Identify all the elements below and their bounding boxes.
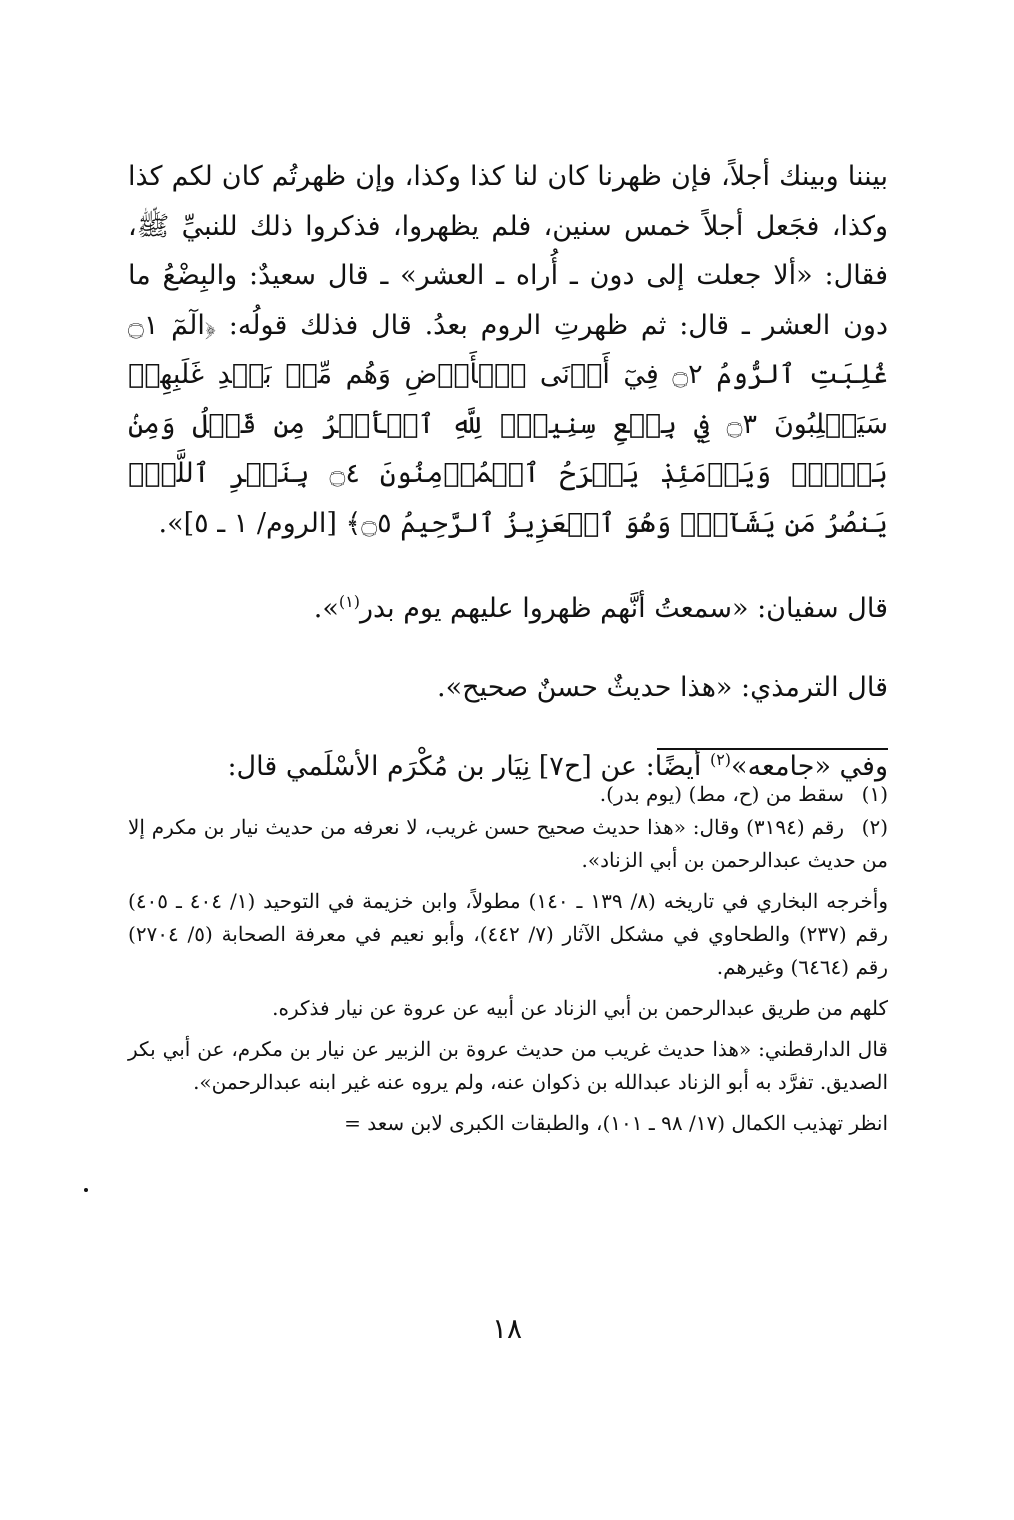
footnote-number: (٢)	[861, 815, 888, 839]
footnote-number: (١)	[861, 782, 888, 806]
footnote-paragraph: كلهم من طريق عبدالرحمن بن أبي الزناد عن أبيه عن عروة عن نيار فذكره.	[272, 996, 888, 1020]
footnote-divider	[657, 748, 888, 750]
jami-text: وفي «جامعه»	[731, 751, 888, 782]
footnote-ref-2[interactable]: (٢)	[709, 750, 732, 769]
sufyan-text-end: ».	[313, 593, 339, 624]
footnote-paragraph: قال الدارقطني: «هذا حديث غريب من حديث عروة بن الزبير عن نيار بن مكرم، عن أبي بكر الصديق. تفرَّد به أبو الزناد عبدالله بن ذكوان عنه، ولم يروه عنه غير ابنه عبدالرحمن».	[128, 1037, 888, 1094]
footnote-text: سقط من (ح، مط) (يوم بدر).	[599, 782, 844, 806]
footnote-paragraph: وأخرجه البخاري في تاريخه (٨/ ١٣٩ ـ ١٤٠) مطولاً، وابن خزيمة في التوحيد (١/ ٤٠٤ ـ ٤٠٥) رقم (٢٣٧) والطحاوي في مشكل الآثار (٧/ ٤٤٢)، وأبو نعيم في معرفة الصحابة (٥/ ٢٧٠٤) رقم (٦٤٦٤) وغيرهم.	[128, 889, 888, 979]
footnotes	[128, 778, 888, 1140]
footnote-2	[128, 811, 888, 877]
sufyan-statement	[128, 584, 888, 633]
hadith-paragraph: بيننا وبينك أجلاً، فإن ظهرنا كان لنا كذا وكذا، وإن ظهرتُم كان لكم كذا وكذا، فجَعل أجلاً خمس سنين، فلم يظهروا، فذكروا ذلك للنبيِّ ﷺ، فقال: «ألا جعلت إلى دون ـ أُراه ـ العشر» ـ قال سعيدٌ: والبِضْعُ ما دون العشر ـ قال: ثم ظهرتِ الروم بعدُ. قال فذلك قولُه: ﴿الٓمٓ ۝١ غُلِبَتِ ٱلرُّومُ ۝٢ فِيٓ أَدۡنَى ٱلۡأَرۡضِ وَهُم مِّنۢ بَعۡدِ غَلَبِهِمۡ سَيَغۡلِبُونَ ۝٣ فِي بِضۡعِ سِنِينَۗ لِلَّهِ ٱلۡأَمۡرُ مِن قَبۡلُ وَمِنۢ بَعۡدُۚ وَيَوۡمَئِذٖ يَفۡرَحُ ٱلۡمُؤۡمِنُونَ ۝٤ بِنَصۡرِ ٱللَّهِۚ يَنصُرُ مَن يَشَآءُۖ وَهُوَ ٱلۡعَزِيزُ ٱلرَّحِيمُ ۝٥﴾ [الروم/ ١ ـ ٥]».	[128, 161, 888, 539]
footnote-paragraph: انظر تهذيب الكمال (١٧/ ٩٨ ـ ١٠١)، والطبقات الكبرى لابن سعد =	[344, 1111, 888, 1135]
page-number: ١٨	[491, 1312, 523, 1345]
main-text	[128, 152, 888, 791]
footnote-1	[128, 778, 888, 811]
jami-text-end: أيضًا: عن [ح٧] نِيَار بن مُكْرَم الأسْلَمي قال:	[227, 751, 710, 782]
sufyan-text: قال سفيان: «سمعتُ أنَّهم ظهروا عليهم يوم بدر	[359, 593, 888, 624]
tirmidhi-statement: قال الترمذي: «هذا حديثٌ حسنٌ صحيح».	[437, 672, 888, 703]
footnote-text: رقم (٣١٩٤) وقال: «هذا حديث صحيح حسن غريب، لا نعرفه من حديث نيار بن مكرم إلا من حديث عبدالرحمن بن أبي الزناد».	[128, 815, 888, 872]
footnote-ref-1[interactable]: (١)	[338, 592, 360, 611]
stray-mark	[84, 1188, 88, 1192]
